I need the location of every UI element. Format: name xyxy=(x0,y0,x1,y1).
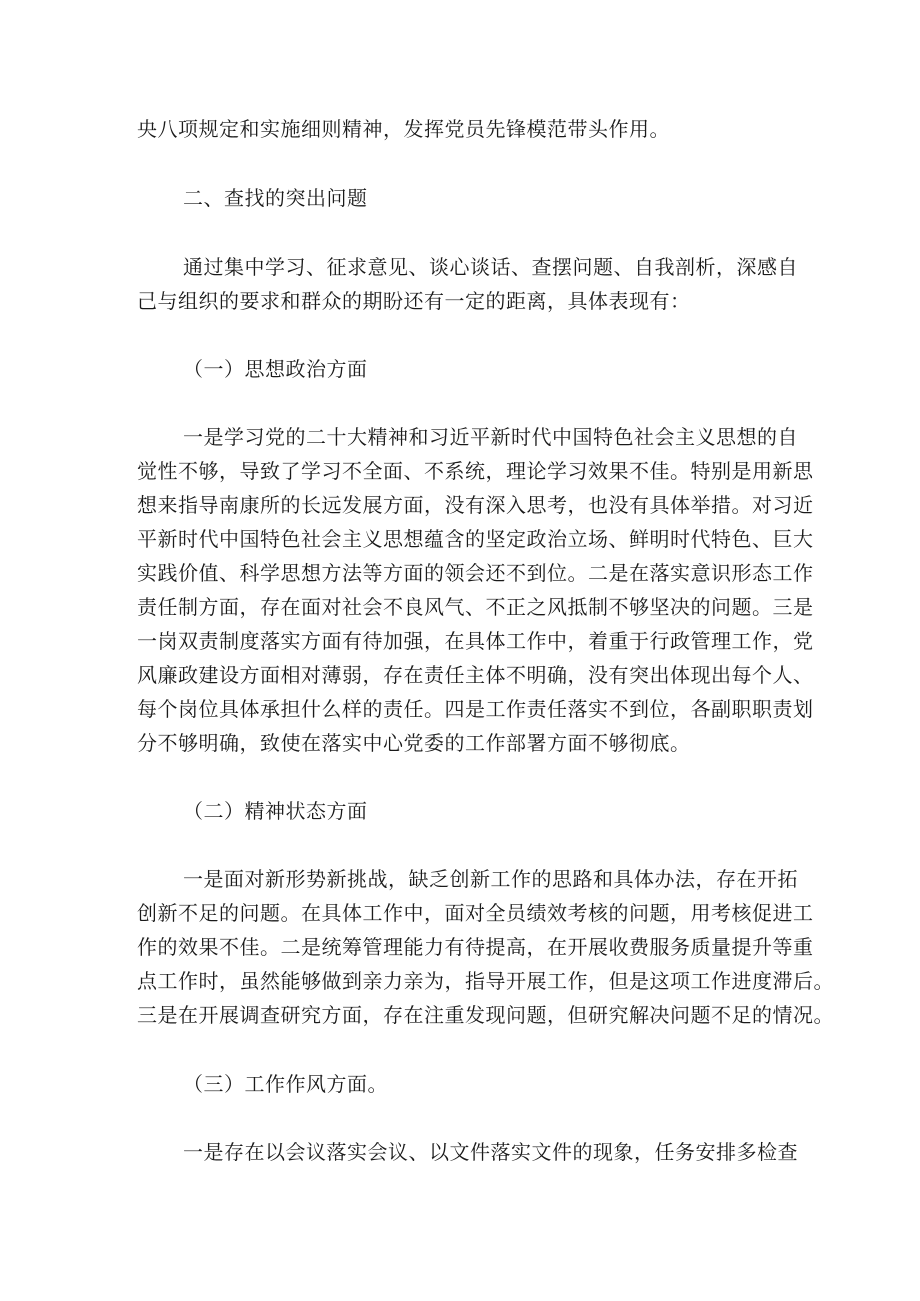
paragraph-line: 分不够明确，致使在落实中心党委的工作部署方面不够彻底。 xyxy=(137,731,691,755)
paragraph-line: 央八项规定和实施细则精神，发挥党员先锋模范带头作用。 xyxy=(137,117,670,141)
paragraph-line: 责任制方面，存在面对社会不良风气、不正之风抵制不够坚决的问题。三是 xyxy=(137,595,814,619)
paragraph-line: 己与组织的要求和群众的期盼还有一定的距离，具体表现有： xyxy=(137,289,691,313)
paragraph-line: 三是在开展调查研究方面，存在注重发现问题，但研究解决问题不足的情况。 xyxy=(137,1003,834,1027)
paragraph-line: 每个岗位具体承担什么样的责任。四是工作责任落实不到位，各副职职责划 xyxy=(137,697,814,721)
subsection-heading: （三）工作作风方面。 xyxy=(183,1072,388,1096)
paragraph-line: 平新时代中国特色社会主义思想蕴含的坚定政治立场、鲜明时代特色、巨大 xyxy=(137,527,814,551)
paragraph-line: 一岗双责制度落实方面有待加强，在具体工作中，着重于行政管理工作，党 xyxy=(137,629,814,653)
paragraph-line: 点工作时，虽然能够做到亲力亲为，指导开展工作，但是这项工作进度滞后。 xyxy=(137,969,834,993)
paragraph-line: 通过集中学习、征求意见、谈心谈话、查摆问题、自我剖析，深感自 xyxy=(183,255,798,279)
paragraph-line: 作的效果不佳。二是统筹管理能力有待提高，在开展收费服务质量提升等重 xyxy=(137,935,814,959)
section-heading: 二、查找的突出问题 xyxy=(183,186,368,210)
paragraph-line: 想来指导南康所的长远发展方面，没有深入思考，也没有具体举措。对习近 xyxy=(137,493,814,517)
paragraph-line: 一是面对新形势新挑战，缺乏创新工作的思路和具体办法，存在开拓 xyxy=(183,867,798,891)
paragraph-line: 创新不足的问题。在具体工作中，面对全员绩效考核的问题，用考核促进工 xyxy=(137,901,814,925)
subsection-heading: （一）思想政治方面 xyxy=(183,357,368,381)
paragraph-line: 实践价值、科学思想方法等方面的领会还不到位。二是在落实意识形态工作 xyxy=(137,561,814,585)
paragraph-line: 觉性不够，导致了学习不全面、不系统，理论学习效果不佳。特别是用新思 xyxy=(137,459,814,483)
paragraph-line: 一是存在以会议落实会议、以文件落实文件的现象，任务安排多检查 xyxy=(183,1140,798,1164)
subsection-heading: （二）精神状态方面 xyxy=(183,799,368,823)
paragraph-line: 风廉政建设方面相对薄弱，存在责任主体不明确，没有突出体现出每个人、 xyxy=(137,663,814,687)
paragraph-line: 一是学习党的二十大精神和习近平新时代中国特色社会主义思想的自 xyxy=(183,425,798,449)
